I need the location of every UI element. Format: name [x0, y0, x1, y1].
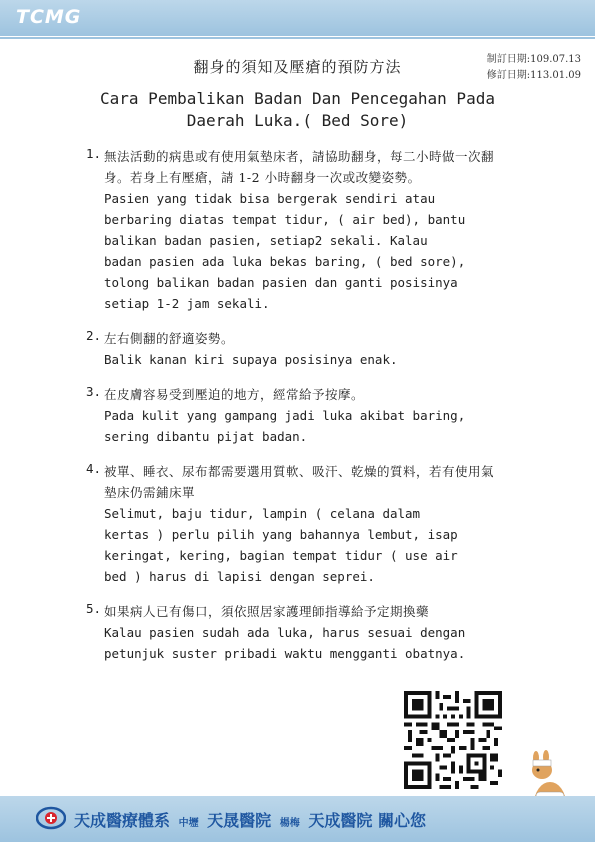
hospital-group-logo-icon — [36, 806, 66, 830]
page-title-indonesian — [100, 88, 495, 132]
instruction-item — [86, 146, 506, 314]
item-text-indonesian: Pada kulit yang gampang jadi luka akibat baring, sering dibantu pijat badan. — [104, 408, 466, 444]
instruction-item — [86, 601, 506, 664]
footer-slogan: 關心您 — [377, 811, 426, 830]
item-number: 1. — [86, 146, 102, 161]
item-text-chinese: 如果病人已有傷口，須依照居家護理師指導給予定期換藥 — [104, 604, 430, 619]
footer-location-2: 楊梅 — [279, 818, 300, 829]
header-band — [0, 0, 595, 36]
item-text-chinese: 被單、睡衣、尿布都需要選用質軟、吸汗、乾燥的質料，若有使用氣墊床仍需鋪床單 — [104, 464, 495, 500]
footer-group-name: 天成醫療體系 — [74, 811, 171, 830]
item-number: 5. — [86, 601, 102, 616]
footer-hospital-2: 天成醫院 — [308, 811, 373, 830]
item-text-indonesian: Balik kanan kiri supaya posisinya enak. — [104, 352, 398, 367]
header-divider — [0, 37, 595, 39]
footer-location-1: 中壢 — [178, 818, 199, 829]
footer-hospital-names — [74, 808, 426, 831]
page-title-chinese: 翻身的須知及壓瘡的預防方法 — [193, 58, 402, 76]
item-number: 2. — [86, 328, 102, 343]
footer-hospital-1: 天晟醫院 — [207, 811, 272, 830]
instruction-item — [86, 461, 506, 587]
item-number: 3. — [86, 384, 102, 399]
item-text-chinese: 左右側翻的舒適姿勢。 — [104, 331, 235, 346]
instruction-list — [86, 146, 506, 678]
item-text-indonesian: Kalau pasien sudah ada luka, harus sesuai dengan petunjuk suster pribadi waktu mengganti obatnya. — [104, 625, 466, 661]
instruction-item — [86, 384, 506, 447]
item-text-chinese: 在皮膚容易受到壓迫的地方，經常給予按摩。 — [104, 387, 365, 402]
item-text-indonesian: Pasien yang tidak bisa bergerak sendiri atau berbaring diatas tempat tidur, ( air bed), bantu balikan badan pasien, setiap2 sekali. Kalau badan pasien ada luka bekas baring, ( bed sore), tolong balikan badan pasien dan ganti posisinya setiap 1-2 jam sekali. — [104, 191, 466, 311]
item-text-indonesian: Selimut, baju tidur, lampin ( celana dalam kertas ) perlu pilih yang bahannya lembut, isap keringat, kering, bagian tempat tidur ( use air bed ) harus di lapisi dengan seprei. — [104, 506, 458, 584]
item-number: 4. — [86, 461, 102, 476]
revised-date: 制訂日期:109.07.13 — [486, 54, 581, 65]
brand-logo-text: TCMG — [16, 6, 82, 28]
item-text-chinese: 無法活動的病患或有使用氣墊床者，請協助翻身，每二小時做一次翻身。若身上有壓瘡，請 1-2 小時翻身一次或改變姿勢。 — [104, 149, 495, 185]
qr-code[interactable] — [404, 691, 502, 789]
title-indonesian-line2: Daerah Luka.( Bed Sore) — [186, 111, 409, 130]
instruction-item — [86, 328, 506, 370]
updated-date: 修訂日期:113.01.09 — [486, 70, 581, 81]
title-indonesian-line1: Cara Pembalikan Badan Dan Pencegahan Pada — [100, 89, 495, 108]
